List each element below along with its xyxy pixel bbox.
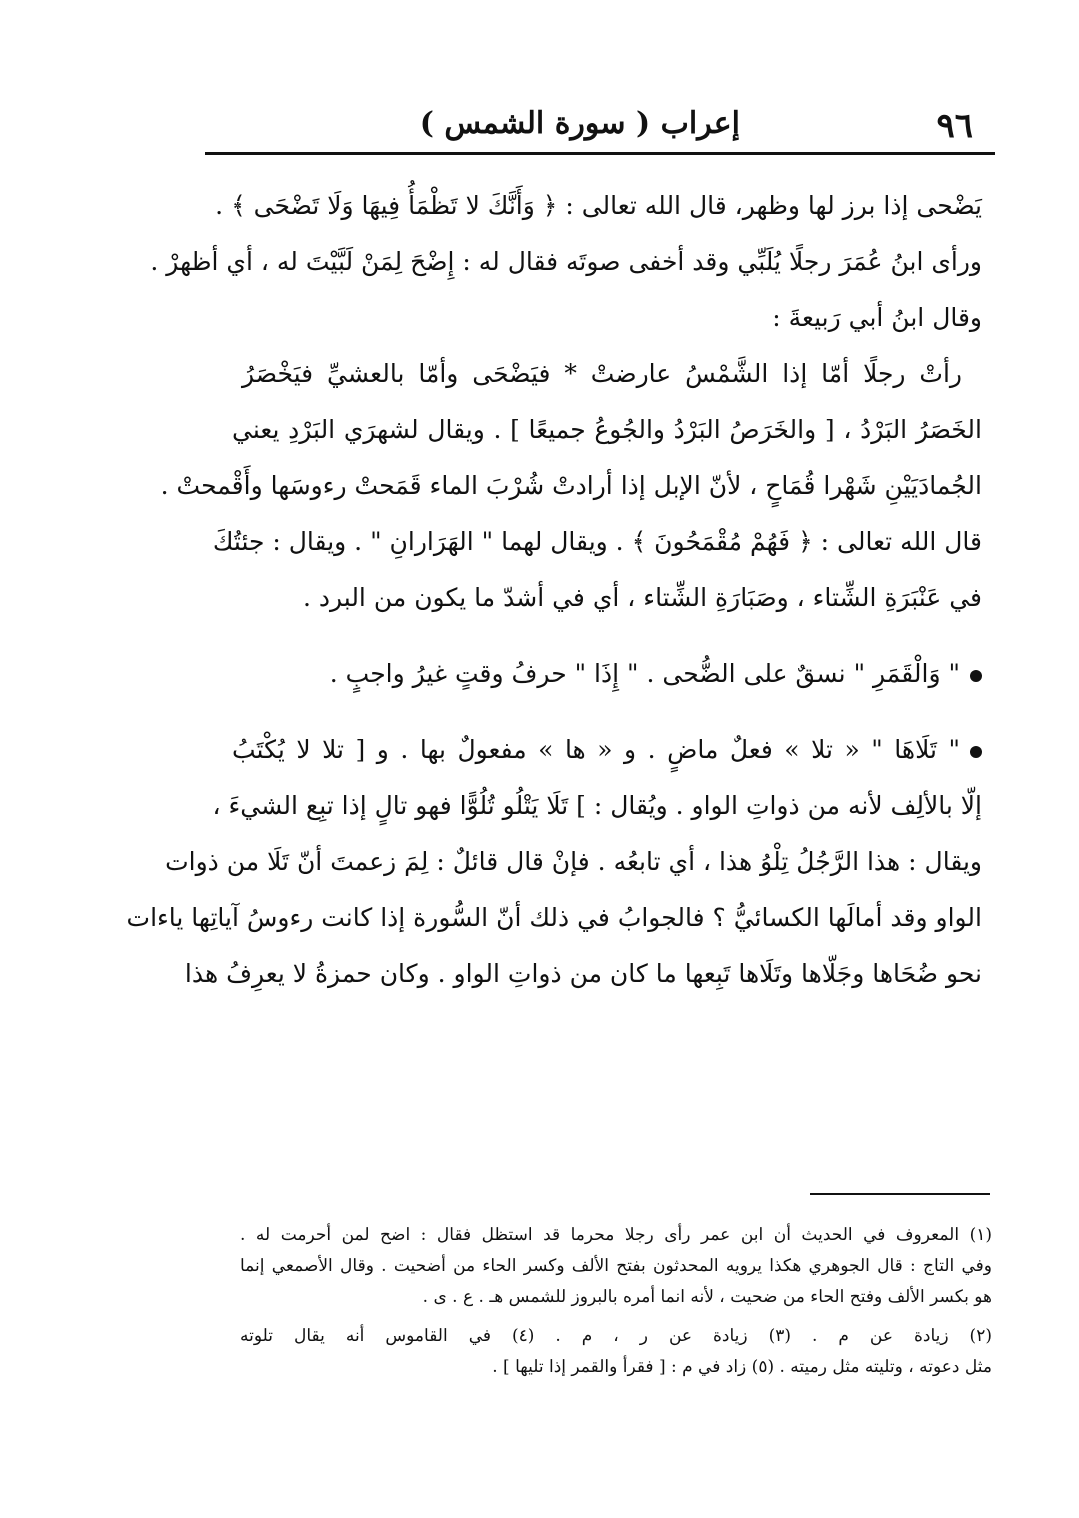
bullet-paragraph	[232, 722, 982, 778]
footnotes	[240, 1220, 992, 1383]
text-line: الخَصَرُ البَرْدُ ، [ والخَرَصُ البَرْدُ والجُوعُ جميعًا ] . ويقال لشهرَي البَرْدِ يعني	[232, 415, 982, 444]
text-line: في عَنْبَرَةِ الشِّتاء ، وصَبَارَةِ الشِّتاء ، أي في أشدّ ما يكون من البرد .	[302, 583, 982, 612]
bullet-icon	[970, 670, 982, 682]
footnote-line: (٢) زيادة عن م . (٣) زيادة عن ر ، م . (٤) في القاموس أنه يقال تلوته	[240, 1326, 992, 1346]
text-line: الواو وقد أمالَها الكسائيُّ ؟ فالجوابُ في ذلك أنّ السُّورة إذا كانت رءوسُ آياتِها ياءات	[126, 903, 982, 932]
text-line: قال الله تعالى : ﴿ فَهُمْ مُقْمَحُونَ ﴾ . ويقال لهما " الهَرَارانِ " . ويقال : جئتُكَ	[212, 527, 982, 556]
text-line: " تَلَاهَا " « تلا » فعلٌ ماضٍ . و « ها » مفعولٌ بها . و [ تلا لا يُكْتَبُ	[232, 735, 960, 764]
bullet-icon	[970, 746, 982, 758]
text-line: إلّا بالألِف لأنه من ذواتِ الواو . ويُقال : ] تَلَا يَتْلُو تُلُوًّا فهو تالٍ إذا تبِع الشيءَ ،	[212, 791, 982, 820]
header-rule	[205, 152, 995, 155]
text-line: وقال ابنُ أبي رَبيعةَ :	[772, 303, 982, 332]
footnote-line: وفي التاج : قال الجوهري هكذا يرويه المحدثون بفتح الألف وكسر الحاء من أضحيت . وقال الأصمعي إنما	[240, 1256, 992, 1276]
footnote-line: مثل دعوته ، وتليته مثل رميته . (٥) زاد في م : [ فقرأ والقمر إذا تليها ] .	[492, 1357, 992, 1377]
text-line: " وَالْقَمَرِ " نسقٌ على الضُّحى . " إِذَا " حرفُ وقتٍ غيرُ واجبٍ .	[329, 659, 960, 688]
text-line: نحو ضُحَاها وجَلّاها وتَلَاها تَبِعها ما كان من ذواتِ الواو . وكان حمزةُ لا يعرِفُ هذا	[184, 959, 982, 988]
poem-verse: رأتْ رجلًا أمّا إذا الشَّمْسُ عارضتْ * فيَضْحَى وأمّا بالعشيِّ فيَخْصَرُ	[242, 359, 962, 388]
text-line: ورأى ابنُ عُمَرَ رجلًا يُلَبِّي وقد أخفى صوتَه فقال له : إِضْحَ لِمَنْ لَبَّيْتَ له ، أي أظهرْ .	[150, 247, 982, 276]
footnote-rule	[810, 1193, 990, 1195]
page-header	[205, 100, 995, 150]
footnote-line: هو بكسر الألف وفتح الحاء من ضحيت ، لأنه انما أمره بالبروز للشمس هـ . ع . ى .	[422, 1287, 992, 1307]
text-line: الجُمادَيَيْنِ شَهْرا قُمَاحٍ ، لأنّ الإبل إذا أرادتْ شُرْبَ الماء قَمَحتْ رءوسَها وأَقْمحتْ .	[160, 471, 982, 500]
main-text	[126, 178, 982, 1002]
running-title: إعراب ( سورة الشمس )	[419, 106, 740, 141]
bullet-paragraph	[232, 646, 982, 702]
text-line: ويقال : هذا الرَّجُلُ تِلْوُ هذا ، أي تابعُه . فإنْ قال قائلٌ : لِمَ زعمتَ أنّ تَلَا من ذوات	[165, 847, 982, 876]
page-number: ٩٦	[936, 106, 973, 146]
footnote-line: (١) المعروف في الحديث أن ابن عمر رأى رجلا محرما قد استظل فقال : اضح لمن أحرمت له .	[240, 1225, 992, 1245]
text-line: يَضْحى إذا برز لها وظهر، قال الله تعالى : ﴿ وَأَنَّكَ لا تَظْمَأُ فِيهَا وَلَا تَضْحَى ﴾ .	[215, 191, 982, 220]
